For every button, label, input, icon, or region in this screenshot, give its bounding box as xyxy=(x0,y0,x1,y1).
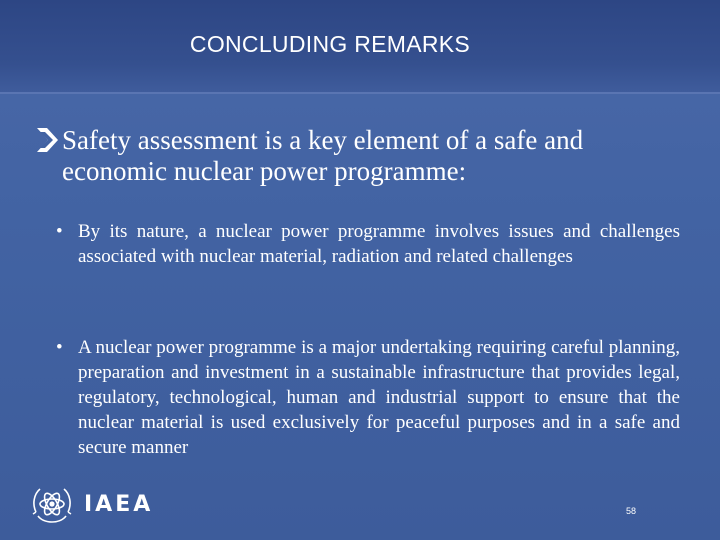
title-bar xyxy=(0,0,720,94)
arrow-bullet-icon xyxy=(34,126,60,154)
main-point-text: Safety assessment is a key element of a safe and economic nuclear power programme: xyxy=(62,125,584,186)
slide-title: CONCLUDING REMARKS xyxy=(189,31,471,57)
bullet-dot: • xyxy=(56,337,63,358)
main-point xyxy=(34,125,694,187)
bullet-dot: • xyxy=(56,221,63,242)
logo-text: IAEA xyxy=(84,492,154,517)
page-number: 58 xyxy=(626,506,637,516)
bullet-item xyxy=(56,219,680,269)
bullet-item xyxy=(56,335,680,460)
bullet-text: By its nature, a nuclear power programme involves issues and challenges associated with nuclear material, radiation and related challenges xyxy=(78,221,680,267)
bullet-text: A nuclear power programme is a major undertaking requiring careful planning, preparation and investment in a sustainable infrastructure that provides legal, regulatory, technological, human and industrial support to ensure that the nuclear material is used exclusively for peaceful purposes and in a safe and secure manner xyxy=(78,337,680,458)
iaea-atom-logo-icon xyxy=(28,482,76,530)
